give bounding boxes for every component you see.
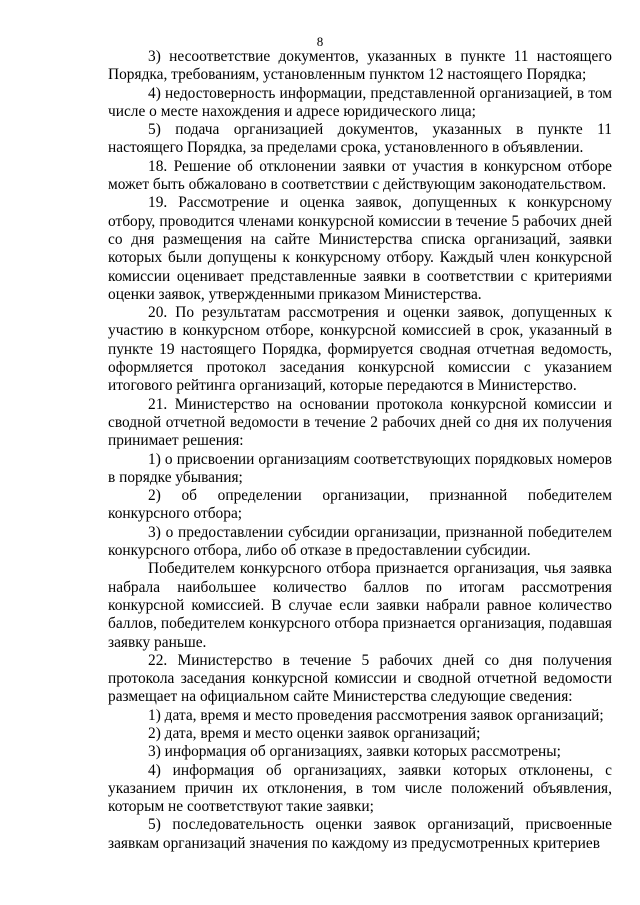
paragraph-info-1: 1) дата, время и место проведения рассмотрения заявок организаций; [148, 706, 604, 724]
paragraph-winner: Победителем конкурсного отбора признается организация, чья заявка набрала наибольшее количество баллов по итогам рассмотрения конкурсной комиссией. В случае если заявки набрали равное количество баллов, победителем конкурсного отбора признается организация, подавшая заявку раньше. [108, 560, 612, 651]
paragraph-info-5: 5) последовательность оценки заявок организаций, присвоенные заявкам организаций значения по каждому из предусмотренных критериев [108, 816, 612, 852]
paragraph-clause-21: 21. Министерство на основании протокола конкурсной комиссии и сводной отчетной ведомости в течение 2 рабочих дней со дня их получения принимает решения: [108, 395, 612, 450]
paragraph-clause-22: 22. Министерство в течение 5 рабочих дней со дня получения протокола заседания конкурсной комиссии и сводной отчетной ведомости размещает на официальном сайте Министерства следующие сведения: [108, 651, 612, 706]
paragraph-item-4: 4) недостоверность информации, представленной организацией, в том числе о месте нахождения и адресе юридического лица; [108, 84, 612, 120]
paragraph-info-2: 2) дата, время и место оценки заявок организаций; [148, 724, 481, 742]
paragraph-info-4: 4) информация об организациях, заявки которых отклонены, с указанием причин их отклонения, в том числе положений объявления, которым не соответствуют такие заявки; [108, 761, 612, 816]
paragraph-clause-19: 19. Рассмотрение и оценка заявок, допущенных к конкурсному отбору, проводится членами конкурсной комиссии в течение 5 рабочих дней со дня размещения на сайте Министерства списка организаций, заявки которых были допущены к конкурсному отбору. Каждый член конкурсной комиссии оценивает представленные заявки в соответствии с критериями оценки заявок, утвержденными приказом Министерства. [108, 194, 612, 303]
paragraph-clause-20: 20. По результатам рассмотрения и оценки заявок, допущенных к участию в конкурсном отборе, конкурсной комиссией в срок, указанный в пункте 19 настоящего Порядка, формируется сводная отчетная ведомость, оформляется протокол заседания конкурсной комиссии с указанием итогового рейтинга организаций, которые передаются в Министерство. [108, 304, 612, 395]
document-body [108, 48, 612, 853]
paragraph-decision-1: 1) о присвоении организациям соответствующих порядковых номеров в порядке убывания; [108, 450, 612, 486]
page-number: 8 [316, 34, 324, 49]
paragraph-clause-18: 18. Решение об отклонении заявки от участия в конкурсном отборе может быть обжаловано в соответствии с действующим законодательством. [108, 157, 612, 194]
paragraph-decision-3: 3) о предоставлении субсидии организации, признанной победителем конкурсного отбора, либо об отказе в предоставлении субсидии. [108, 523, 612, 560]
paragraph-item-3: 3) несоответствие документов, указанных в пункте 11 настоящего Порядка, требованиям, установленным пунктом 12 настоящего Порядка; [108, 48, 612, 84]
paragraph-info-3: 3) информация об организациях, заявки которых рассмотрены; [148, 743, 561, 761]
paragraph-decision-2: 2) об определении организации, признанной победителем конкурсного отбора; [108, 487, 612, 523]
paragraph-item-5: 5) подача организацией документов, указанных в пункте 11 настоящего Порядка, за пределами срока, установленного в объявлении. [108, 121, 612, 157]
